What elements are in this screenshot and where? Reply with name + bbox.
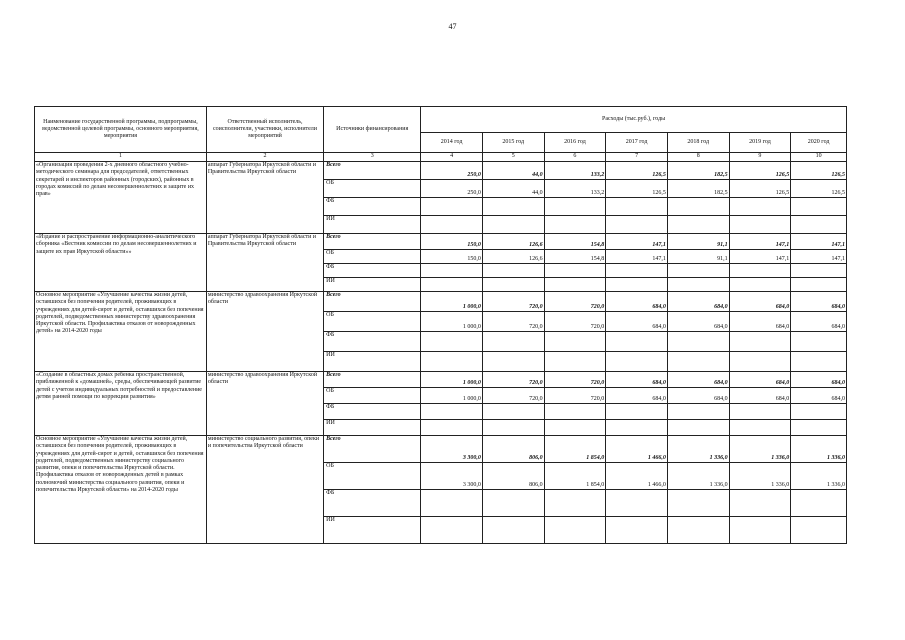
empty-cell [482,332,544,352]
ob-value: 126,5 [791,180,847,198]
empty-cell [544,278,606,292]
ob-value: 684,0 [667,312,729,332]
program-executor: министерство здравоохранения Иркутской области [206,292,323,372]
funding-source: Всего [324,372,421,388]
ob-value: 154,8 [544,250,606,264]
empty-cell [544,490,606,517]
ob-value: 720,0 [482,388,544,404]
ob-value: 147,1 [729,250,791,264]
funding-source: ИИ [324,517,421,544]
ob-value: 1 000,0 [421,312,483,332]
empty-cell [421,216,483,234]
empty-cell [544,264,606,278]
empty-cell [791,420,847,436]
total-value: 126,6 [482,234,544,250]
ob-value: 126,6 [482,250,544,264]
total-value: 126,5 [791,162,847,180]
total-value: 720,0 [482,292,544,312]
program-name: Основное мероприятие «Улучшение качества жизни детей, оставшихся без попечения родителей, проживающих в учреждениях для детей-сирот и детей, оставшихся без попечения родителей, подведомственных министерству социального развития, опеки и попечительства Иркутской области. Профилактика отказов от новорожденных детей в рамках полномочий министерства социального развития, опеки и попечительства Иркутской области» на 2014-2020 годы [35,436,207,544]
header-year: 2020 год [791,133,847,153]
table-row [35,436,847,463]
empty-cell [791,517,847,544]
funding-source: ФБ [324,198,421,216]
column-number: 9 [729,153,791,162]
total-value: 126,5 [606,162,668,180]
empty-cell [729,404,791,420]
empty-cell [791,216,847,234]
header-year: 2015 год [482,133,544,153]
empty-cell [791,198,847,216]
empty-cell [667,216,729,234]
empty-cell [606,490,668,517]
total-value: 3 300,0 [421,436,483,463]
ob-value: 684,0 [729,312,791,332]
total-value: 147,1 [729,234,791,250]
column-number: 1 [35,153,207,162]
funding-source: ОБ [324,388,421,404]
ob-value: 126,5 [729,180,791,198]
empty-cell [421,517,483,544]
empty-cell [482,352,544,372]
empty-cell [667,490,729,517]
empty-cell [667,352,729,372]
ob-value: 684,0 [729,388,791,404]
total-value: 1 854,0 [544,436,606,463]
total-value: 684,0 [729,292,791,312]
table-row [35,162,847,180]
header-year: 2017 год [606,133,668,153]
total-value: 147,1 [606,234,668,250]
empty-cell [667,517,729,544]
total-value: 1 336,0 [667,436,729,463]
column-number: 3 [324,153,421,162]
empty-cell [421,352,483,372]
empty-cell [544,352,606,372]
empty-cell [482,278,544,292]
funding-source: ОБ [324,463,421,490]
empty-cell [667,264,729,278]
table-row [35,372,847,388]
header-year: 2016 год [544,133,606,153]
empty-cell [791,490,847,517]
empty-cell [421,404,483,420]
total-value: 133,2 [544,162,606,180]
header-year: 2019 год [729,133,791,153]
table-row [35,234,847,250]
empty-cell [791,264,847,278]
ob-value: 44,0 [482,180,544,198]
empty-cell [606,404,668,420]
total-value: 182,5 [667,162,729,180]
ob-value: 1 336,0 [791,463,847,490]
funding-source: ОБ [324,312,421,332]
empty-cell [606,352,668,372]
ob-value: 684,0 [667,388,729,404]
total-value: 1 466,0 [606,436,668,463]
empty-cell [667,198,729,216]
empty-cell [791,352,847,372]
empty-cell [667,420,729,436]
empty-cell [606,517,668,544]
empty-cell [421,420,483,436]
total-value: 684,0 [791,292,847,312]
empty-cell [667,332,729,352]
empty-cell [729,198,791,216]
ob-value: 806,0 [482,463,544,490]
total-value: 720,0 [482,372,544,388]
total-value: 91,1 [667,234,729,250]
empty-cell [606,278,668,292]
empty-cell [482,517,544,544]
funding-source: ИИ [324,216,421,234]
program-name: «Издание и распространение информационно-аналитического сборника «Вестник комиссии по делам несовершеннолетних и защите их прав Иркутской области»» [35,234,207,292]
total-value: 250,0 [421,162,483,180]
funding-source: Всего [324,234,421,250]
empty-cell [791,278,847,292]
column-number: 6 [544,153,606,162]
ob-value: 720,0 [482,312,544,332]
funding-source: ОБ [324,180,421,198]
program-executor: аппарат Губернатора Иркутской области и Правительства Иркутской области [206,234,323,292]
header-name: Наименование государственной программы, подпрограммы, ведомственной целевой программы, основного мероприятия, мероприятия [35,107,207,153]
empty-cell [667,278,729,292]
total-value: 684,0 [606,292,668,312]
ob-value: 1 000,0 [421,388,483,404]
total-value: 150,0 [421,234,483,250]
funding-source: ИИ [324,420,421,436]
empty-cell [482,404,544,420]
header-year: 2018 год [667,133,729,153]
total-value: 1 336,0 [791,436,847,463]
header-expenses: Расходы (тыс.руб.), годы [421,107,847,133]
empty-cell [421,198,483,216]
total-value: 806,0 [482,436,544,463]
funding-source: ИИ [324,352,421,372]
empty-cell [606,264,668,278]
program-name: Основное мероприятие «Улучшение качества жизни детей, оставшихся без попечения родителей, проживающих в учреждениях для детей-сирот и детей, оставшихся без попечения родителей, подведомственных министерству здравоохранения Иркутской области. Профилактика отказов от новорожденных детей» на 2014-2020 годы [35,292,207,372]
empty-cell [482,420,544,436]
total-value: 684,0 [606,372,668,388]
ob-value: 1 854,0 [544,463,606,490]
empty-cell [544,517,606,544]
column-number: 10 [791,153,847,162]
empty-cell [544,216,606,234]
empty-cell [729,216,791,234]
column-number: 5 [482,153,544,162]
empty-cell [606,216,668,234]
empty-cell [544,420,606,436]
header-year: 2014 год [421,133,483,153]
ob-value: 133,2 [544,180,606,198]
total-value: 147,1 [791,234,847,250]
empty-cell [606,420,668,436]
empty-cell [421,264,483,278]
ob-value: 147,1 [606,250,668,264]
empty-cell [606,198,668,216]
column-number: 4 [421,153,483,162]
total-value: 1 336,0 [729,436,791,463]
total-value: 720,0 [544,372,606,388]
total-value: 154,8 [544,234,606,250]
program-name: «Создание в областных домах ребенка пространственной, приближенной к «домашней», среды, обеспечивающей развитие детей с учетом индивидуальных потребностей и предоставление детям ранней помощи по коррекции развития» [35,372,207,436]
ob-value: 720,0 [544,388,606,404]
ob-value: 150,0 [421,250,483,264]
funding-source: Всего [324,292,421,312]
empty-cell [729,264,791,278]
total-value: 684,0 [791,372,847,388]
total-value: 684,0 [729,372,791,388]
empty-cell [729,490,791,517]
empty-cell [729,420,791,436]
total-value: 126,5 [729,162,791,180]
program-name: «Организация проведения 2-х дневного областного учебно-методического семинара для председателей, ответственных секретарей и инспекторов районных (городских), районных в городах комиссий по делам несовершеннолетних и защите их прав» [35,162,207,234]
total-value: 44,0 [482,162,544,180]
empty-cell [729,352,791,372]
ob-value: 91,1 [667,250,729,264]
ob-value: 720,0 [544,312,606,332]
ob-value: 3 300,0 [421,463,483,490]
program-executor: министерство здравоохранения Иркутской области [206,372,323,436]
empty-cell [421,490,483,517]
column-number: 8 [667,153,729,162]
column-number: 2 [206,153,323,162]
funding-source: ФБ [324,404,421,420]
total-value: 1 000,0 [421,292,483,312]
ob-value: 684,0 [606,388,668,404]
column-number: 7 [606,153,668,162]
page-number: 47 [448,22,457,31]
empty-cell [791,332,847,352]
ob-value: 684,0 [791,388,847,404]
funding-source: ИИ [324,278,421,292]
funding-source: ФБ [324,490,421,517]
total-value: 684,0 [667,292,729,312]
funding-source: Всего [324,162,421,180]
ob-value: 1 336,0 [667,463,729,490]
funding-source: ФБ [324,264,421,278]
funding-source: ФБ [324,332,421,352]
ob-value: 250,0 [421,180,483,198]
ob-value: 147,1 [791,250,847,264]
total-value: 1 000,0 [421,372,483,388]
funding-source: ОБ [324,250,421,264]
table-row [35,292,847,312]
header-sources: Источники финансирования [324,107,421,153]
ob-value: 182,5 [667,180,729,198]
ob-value: 126,5 [606,180,668,198]
ob-value: 684,0 [606,312,668,332]
ob-value: 1 336,0 [729,463,791,490]
empty-cell [729,517,791,544]
empty-cell [729,278,791,292]
empty-cell [482,490,544,517]
empty-cell [667,404,729,420]
ob-value: 684,0 [791,312,847,332]
header-executor: Ответственный исполнитель, соисполнители, участники, исполнители мероприятий [206,107,323,153]
program-executor: аппарат Губернатора Иркутской области и Правительства Иркутской области [206,162,323,234]
budget-table [34,106,847,544]
empty-cell [421,332,483,352]
empty-cell [482,264,544,278]
empty-cell [482,216,544,234]
total-value: 720,0 [544,292,606,312]
empty-cell [421,278,483,292]
empty-cell [544,332,606,352]
empty-cell [791,404,847,420]
ob-value: 1 466,0 [606,463,668,490]
empty-cell [544,404,606,420]
empty-cell [544,198,606,216]
empty-cell [606,332,668,352]
program-executor: министерство социального развития, опеки и попечительства Иркутской области [206,436,323,544]
funding-source: Всего [324,436,421,463]
empty-cell [482,198,544,216]
empty-cell [729,332,791,352]
total-value: 684,0 [667,372,729,388]
